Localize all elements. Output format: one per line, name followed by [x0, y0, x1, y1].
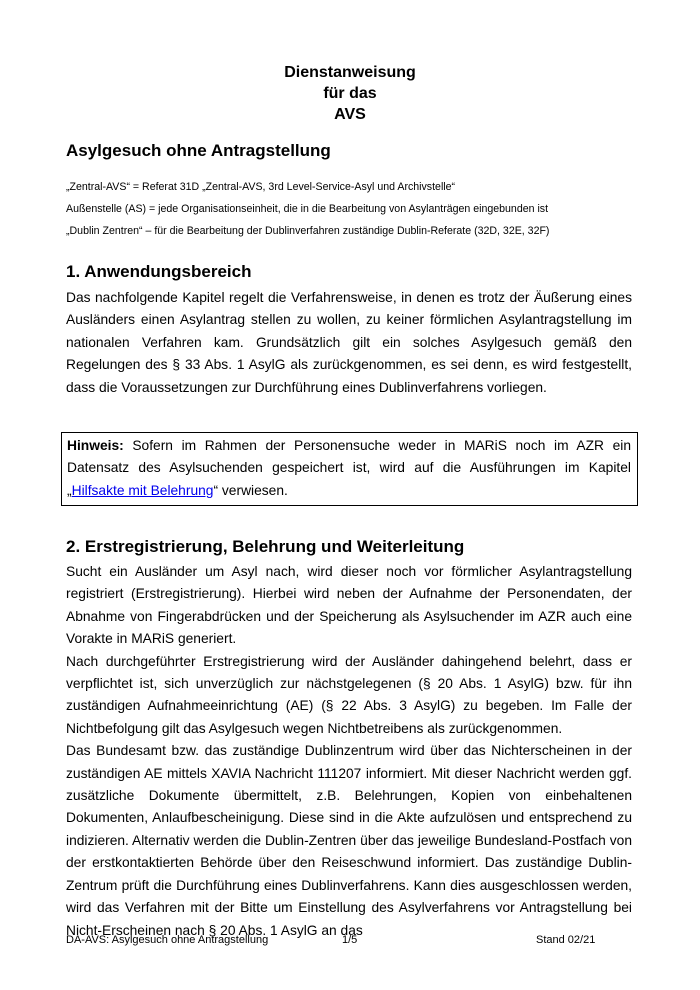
- definition-aussenstelle: Außenstelle (AS) = jede Organisationseinheit, die in die Bearbeitung von Asylanträgen eingebunden ist: [66, 203, 549, 215]
- hilfsakte-link[interactable]: Hilfsakte mit Belehrung: [71, 482, 214, 498]
- note-label: Hinweis:: [67, 438, 124, 453]
- section-1-paragraph: Das nachfolgende Kapitel regelt die Verfahrensweise, in denen es trotz der Äußerung eines Ausländers einen Asylantrag stellen zu wollen, zu keiner förmlichen Asylantragstellung im nationalen Verfahren kam. Grundsätzlich gilt ein solches Asylgesuch gemäß den Regelungen des § 33 Abs. 1 AsylG als zurückgenommen, es sei denn, es wird festgestellt, dass die Voraussetzungen zur Durchführung eines Dublinverfahrens vorliegen.: [66, 290, 632, 395]
- definitions-list: [66, 180, 636, 246]
- section-2-paragraph-1: Sucht ein Ausländer um Asyl nach, wird dieser noch vor förmlicher Asylantragstellung registriert (Erstregistrierung). Hierbei wird neben der Aufnahme der Personendaten, der Abnahme von Fingerabdrücken und der Speicherung als Asylsuchender im AZR auch eine Vorakte in MARiS generiert.: [66, 564, 632, 647]
- note-box: [61, 432, 638, 506]
- title-line-2: für das: [323, 85, 377, 102]
- definition-zentral-avs: „Zentral-AVS“ = Referat 31D „Zentral-AVS, 3rd Level-Service-Asyl und Archivstelle“: [66, 181, 456, 193]
- footer-document-name: DA-AVS: Asylgesuch ohne Antragstellung: [66, 934, 269, 946]
- footer-version: Stand 02/21: [536, 934, 596, 946]
- definition-dublin-zentren: „Dublin Zentren“ – für die Bearbeitung der Dublinverfahren zuständige Dublin-Referate (32D, 32E, 32F): [66, 225, 550, 237]
- title-line-3: AVS: [334, 106, 366, 123]
- note-quote-open: „: [67, 482, 72, 498]
- section-2-text: [66, 561, 632, 942]
- section-1-heading: 1. Anwendungsbereich: [66, 262, 252, 281]
- note-text-end: “ verwiesen.: [213, 482, 288, 498]
- title-line-1: Dienstanweisung: [284, 64, 416, 81]
- document-heading: Asylgesuch ohne Antragstellung: [66, 141, 331, 160]
- footer-page-number: 1/5: [342, 934, 358, 946]
- page-title: [0, 62, 700, 125]
- section-2-paragraph-3: Das Bundesamt bzw. das zuständige Dublinzentrum wird über das Nichterscheinen in der zuständigen AE mittels XAVIA Nachricht 111207 informiert. Mit dieser Nachricht werden ggf. zusätzliche Dokumente übermittelt, z.B. Belehrungen, Kopien von einbehaltenen Dokumenten, Anlaufbescheinigung. Diese sind in die Akte aufzulösen und entsprechend zu indizieren. Alternativ werden die Dublin-Zentren über das jeweilige Bundesland-Postfach von der erstkontaktierten Behörde über den Reiseschwund informiert. Das zuständige Dublin-Zentrum prüft die Durchführung eines Dublinverfahrens. Kann dies ausgeschlossen werden, wird das Verfahren mit der Bitte um Einstellung des Asylverfahrens vor Antragstellung bei Nicht-Erscheinen nach § 20 Abs. 1 AsylG an das: [66, 743, 632, 938]
- note-text: Sofern im Rahmen der Personensuche weder in MARiS noch im AZR ein Datensatz des Asylsuchenden gespeichert ist, wird auf die Ausführungen im Kapitel: [67, 438, 631, 476]
- section-2-heading: 2. Erstregistrierung, Belehrung und Weiterleitung: [66, 537, 465, 556]
- section-1-text: [66, 287, 632, 399]
- section-2-paragraph-2: Nach durchgeführter Erstregistrierung wird der Ausländer dahingehend belehrt, dass er verpflichtet ist, sich unverzüglich zur nächstgelegenen (§ 20 Abs. 1 AsylG) bzw. für ihn zuständigen Aufnahmeeinrichtung (AE) (§ 22 Abs. 3 AsylG) zu begeben. Im Falle der Nichtbefolgung gilt das Asylgesuch wegen Nichtbetreibens als zurückgenommen.: [66, 653, 632, 736]
